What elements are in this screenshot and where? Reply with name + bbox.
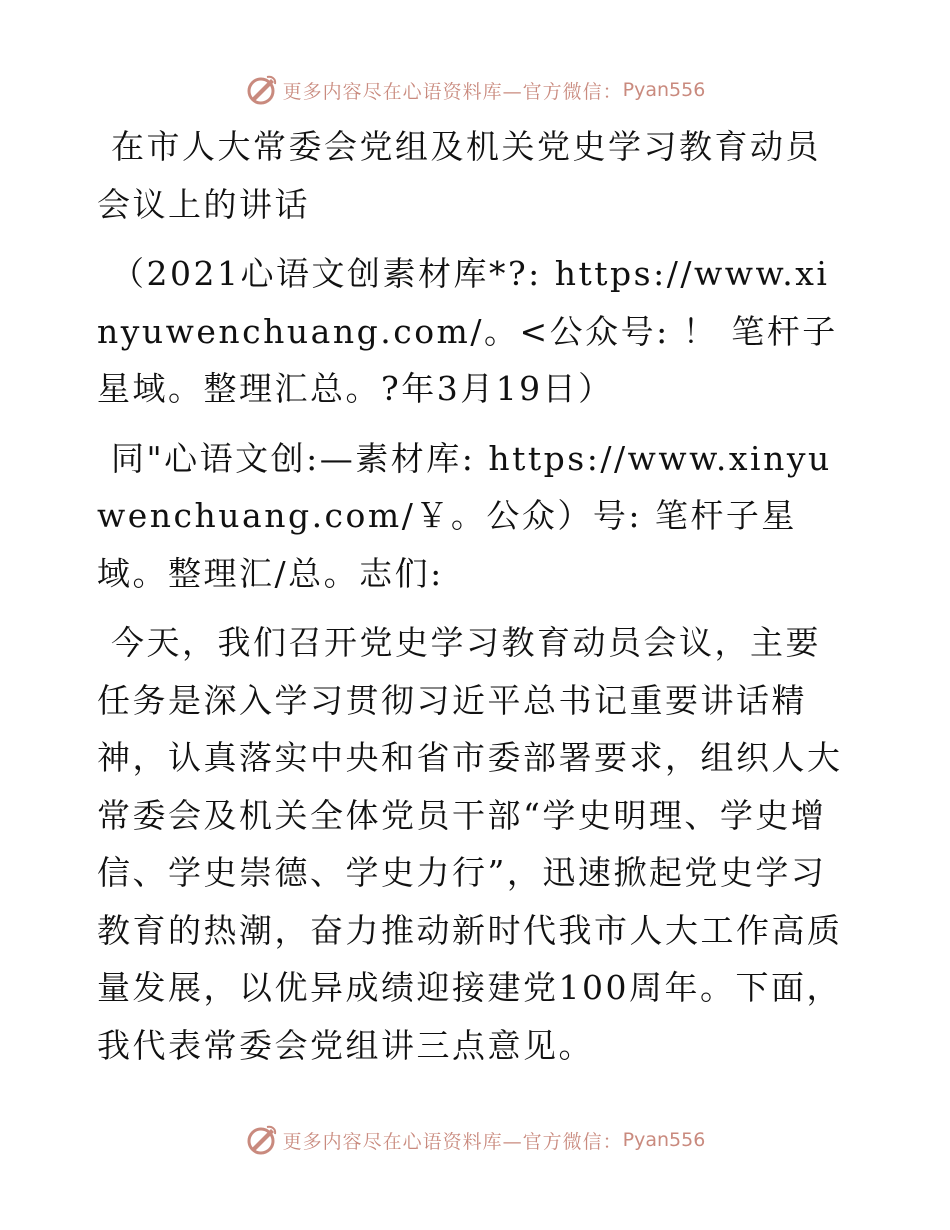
document-source-note: （2021心语文创素材库*?: https://www.xinyuwenchuang.com/。<公众号: ！ 笔杆子星域。整理汇总。?年3月19日）: [97, 254, 838, 408]
document-paragraph: 今天，我们召开党史学习教育动员会议，主要任务是深入学习贯彻习近平总书记重要讲话精神，认真落实中央和省市委部署要求，组织人大常委会及机关全体党员干部“学史明理、学史增信、学史崇德、学史力行”，迅速掀起党史学习教育的热潮，奋力推动新时代我市人大工作高质量发展，以优异成绩迎接建党100周年。下面，我代表常委会党组讲三点意见。: [97, 623, 843, 1065]
watermark-wechat-id: Pyan556: [622, 1129, 706, 1151]
header-watermark: [0, 70, 950, 110]
quill-seal-icon: [245, 73, 279, 107]
footer-watermark: [0, 1120, 950, 1160]
document-body: [97, 118, 849, 1074]
watermark-text: 更多内容尽在心语资料库—官方微信：: [282, 80, 623, 103]
quill-seal-icon: [245, 1123, 279, 1157]
watermark-text: 更多内容尽在心语资料库—官方微信：: [282, 1130, 623, 1153]
watermark-wechat-id: Pyan556: [622, 79, 706, 101]
document-title: 在市人大常委会党组及机关党史学习教育动员会议上的讲话: [97, 127, 821, 224]
document-salutation: 同"心语文创:—素材库: https://www.xinyuwenchuang.com/￥。公众）号: 笔杆子星域。整理汇/总。志们:: [97, 438, 832, 593]
